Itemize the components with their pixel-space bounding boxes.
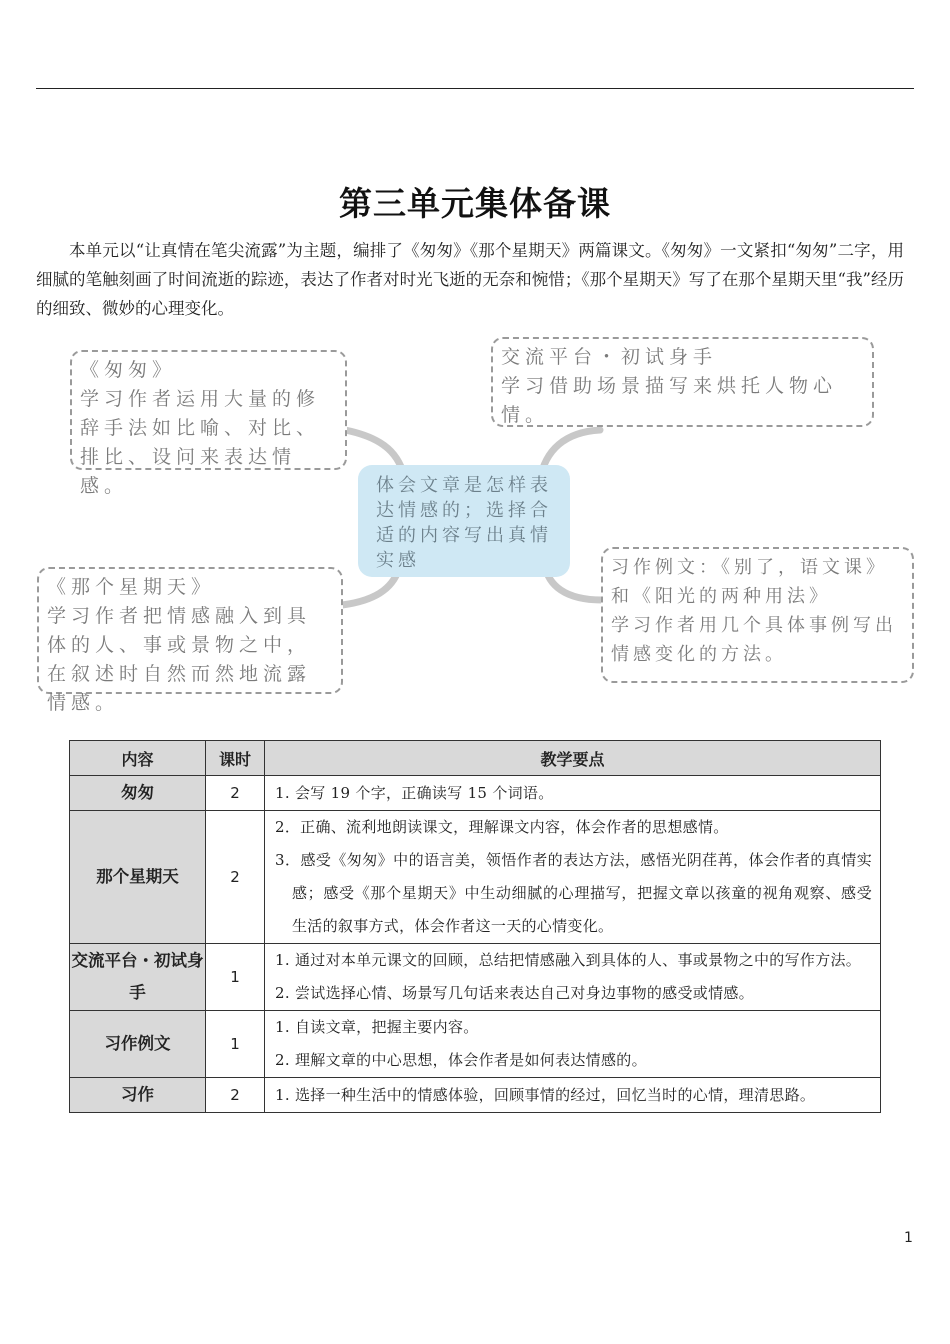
table-row: [70, 1011, 881, 1078]
row-points: [265, 776, 881, 811]
node-text: 学习作者把情感融入到具体的人、事或景物之中，在叙述时自然而然地流露情感。: [47, 605, 312, 714]
table-row: [70, 811, 881, 944]
row-points: [265, 1011, 881, 1078]
row-points: [265, 944, 881, 1011]
mindmap-center-node: 体会文章是怎样表达情感的；选择合适的内容写出真情实感: [358, 465, 570, 577]
header-rule: [36, 88, 914, 89]
mindmap-node-top-left: [70, 350, 347, 497]
mindmap-node-top-right: [491, 337, 874, 427]
teaching-point: 2．正确、流利地朗读课文，理解课文内容，体会作者的思想感情。: [275, 818, 729, 836]
row-name: 习作: [70, 1078, 206, 1113]
row-hours: 2: [206, 1078, 265, 1113]
mindmap-node-bottom-right: [601, 547, 914, 683]
teaching-point: 1. 选择一种生活中的情感体验，回顾事情的经过，回忆当时的心情，理清思路。: [275, 1085, 816, 1104]
row-hours: 2: [206, 776, 265, 811]
table-row: [70, 1078, 881, 1113]
row-points: [265, 1078, 881, 1113]
header-content: 内容: [70, 741, 206, 776]
mindmap-node-bottom-left: [37, 567, 343, 714]
intro-paragraph: 本单元以“让真情在笔尖流露”为主题，编排了《匆匆》《那个星期天》两篇课文。《匆匆》一文紧扣“匆匆”二字，用细腻的笔触刻画了时间流逝的踪迹，表达了作者对时光飞逝的无奈和惋惜；《那个星期天》写了在那个星期天里“我”经历的细致、微妙的心理变化。: [36, 241, 904, 318]
teaching-point: 3．感受《匆匆》中的语言美，领悟作者的表达方法，感悟光阴荏苒，体会作者的真情实感；感受《那个星期天》中生动细腻的心理描写，把握文章以孩童的视角观察、感受生活的叙事方式，体会作者这一天的心情变化。: [275, 851, 872, 935]
page-number: 1: [904, 1230, 913, 1246]
page-title: 第三单元集体备课: [339, 184, 611, 223]
row-hours: 2: [206, 811, 265, 944]
header-hours: 课时: [206, 741, 265, 776]
table-row: [70, 944, 881, 1011]
row-hours: 1: [206, 1011, 265, 1078]
teaching-point: 1. 通过对本单元课文的回顾，总结把情感融入到具体的人、事或景物之中的写作方法。: [275, 951, 862, 969]
node-title: 习作例文：《别了，语文课》和《阳光的两种用法》: [611, 557, 888, 607]
node-text: 学习作者运用大量的修辞手法如比喻、对比、排比、设问来表达情感。: [80, 388, 321, 497]
node-title: 《匆匆》: [80, 359, 177, 381]
mind-map: [0, 330, 950, 714]
table-header-row: [70, 741, 881, 776]
teaching-point: 1. 会写 19 个字，正确读写 15 个词语。: [275, 783, 554, 802]
node-text: 学习借助场景描写来烘托人物心情。: [501, 375, 838, 426]
row-name: 匆匆: [70, 776, 206, 811]
header-points: 教学要点: [265, 741, 881, 776]
row-name: 那个星期天: [70, 811, 206, 944]
row-points: [265, 811, 881, 944]
table-row: [70, 776, 881, 811]
node-title: 《那个星期天》: [47, 576, 216, 598]
row-name: 习作例文: [70, 1011, 206, 1078]
node-title: 交流平台・初试身手: [501, 346, 718, 368]
lesson-plan-table: [69, 740, 881, 1113]
row-name: 交流平台・初试身手: [70, 944, 206, 1011]
node-text: 学习作者用几个具体事例写出情感变化的方法。: [611, 615, 897, 665]
teaching-point: 2. 尝试选择心情、场景写几句话来表达自己对身边事物的感受或情感。: [275, 984, 754, 1002]
teaching-point: 1. 自读文章，把握主要内容。: [275, 1018, 479, 1036]
row-hours: 1: [206, 944, 265, 1011]
teaching-point: 2. 理解文章的中心思想，体会作者是如何表达情感的。: [275, 1051, 647, 1069]
